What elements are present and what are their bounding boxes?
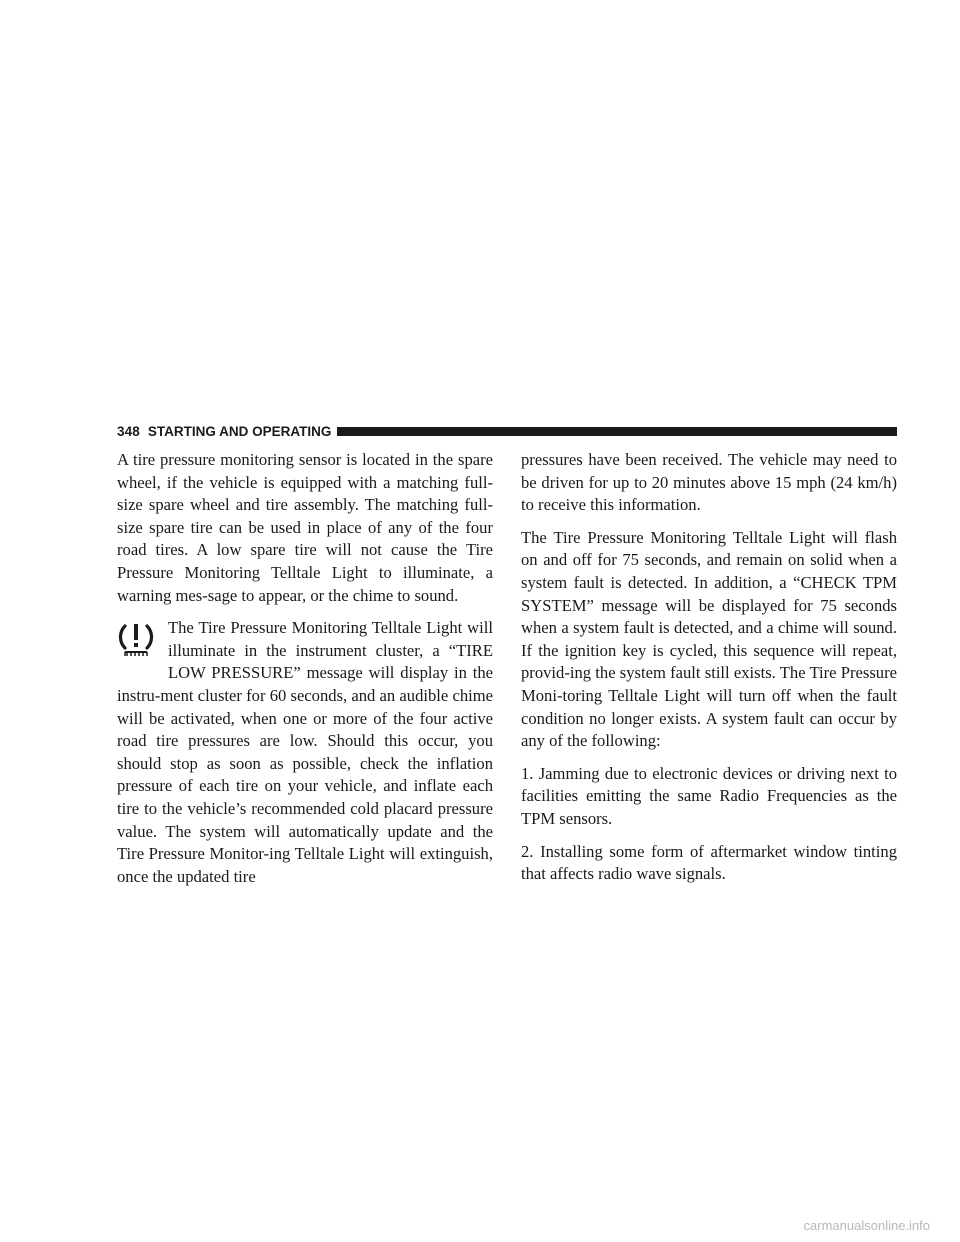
telltale-text: The Tire Pressure Monitoring Telltale Light will illuminate in the instrument cluster, a “TIRE LOW PRESSURE” message will display in the instru-ment cluster for 60 seconds, and an audible chime will be activated, when one or more of the four active road tire pressures are low. Should this occur, you should stop as soon as possible, check the inflation pressure of each tire on your vehicle, and inflate each tire to the vehicle’s recommended cold placard pressure value. The system will automatically update and the Tire Pressure Monitor-ing Telltale Light will extinguish, once the updated tire	[117, 618, 493, 886]
fault-cause-2: 2. Installing some form of aftermarket window tinting that affects radio wave signals.	[521, 841, 897, 884]
pressure-received-paragraph: pressures have been received. The vehicle may need to be driven for up to 20 minutes above 15 mph (24 km/h) to receive this information.	[521, 450, 897, 515]
page-header	[117, 421, 897, 441]
page-number: 348	[117, 423, 140, 439]
tire-pressure-warning-icon	[117, 620, 155, 684]
left-column	[117, 449, 493, 898]
section-title: STARTING AND OPERATING	[147, 423, 332, 439]
system-fault-paragraph: The Tire Pressure Monitoring Telltale Light will flash on and off for 75 seconds, and remain on solid when a system fault is detected. In addition, a “CHECK TPM SYSTEM” message will be displayed for 75 seconds when a system fault is detected, and a chime will sound. If the ignition key is cycled, this sequence will repeat, provid-ing the system fault still exists. The Tire Pressure Moni-toring Telltale Light will turn off when the fault condition no longer exists. A system fault can occur by any of the following:	[521, 527, 897, 751]
right-column	[521, 449, 897, 896]
telltale-paragraph	[117, 617, 493, 888]
fault-cause-1: 1. Jamming due to electronic devices or driving next to facilities emitting the same Radio Frequencies as the TPM sensors.	[521, 763, 897, 828]
header-rule	[337, 427, 897, 436]
watermark: carmanualsonline.info	[803, 1218, 930, 1233]
spare-tire-paragraph: A tire pressure monitoring sensor is located in the spare wheel, if the vehicle is equipped with a matching full-size spare wheel and tire assembly. The matching full-size spare tire can be used in place of any of the four road tires. A low spare tire will not cause the Tire Pressure Monitoring Telltale Light to illuminate, a warning mes-sage to appear, or the chime to sound.	[117, 450, 493, 605]
